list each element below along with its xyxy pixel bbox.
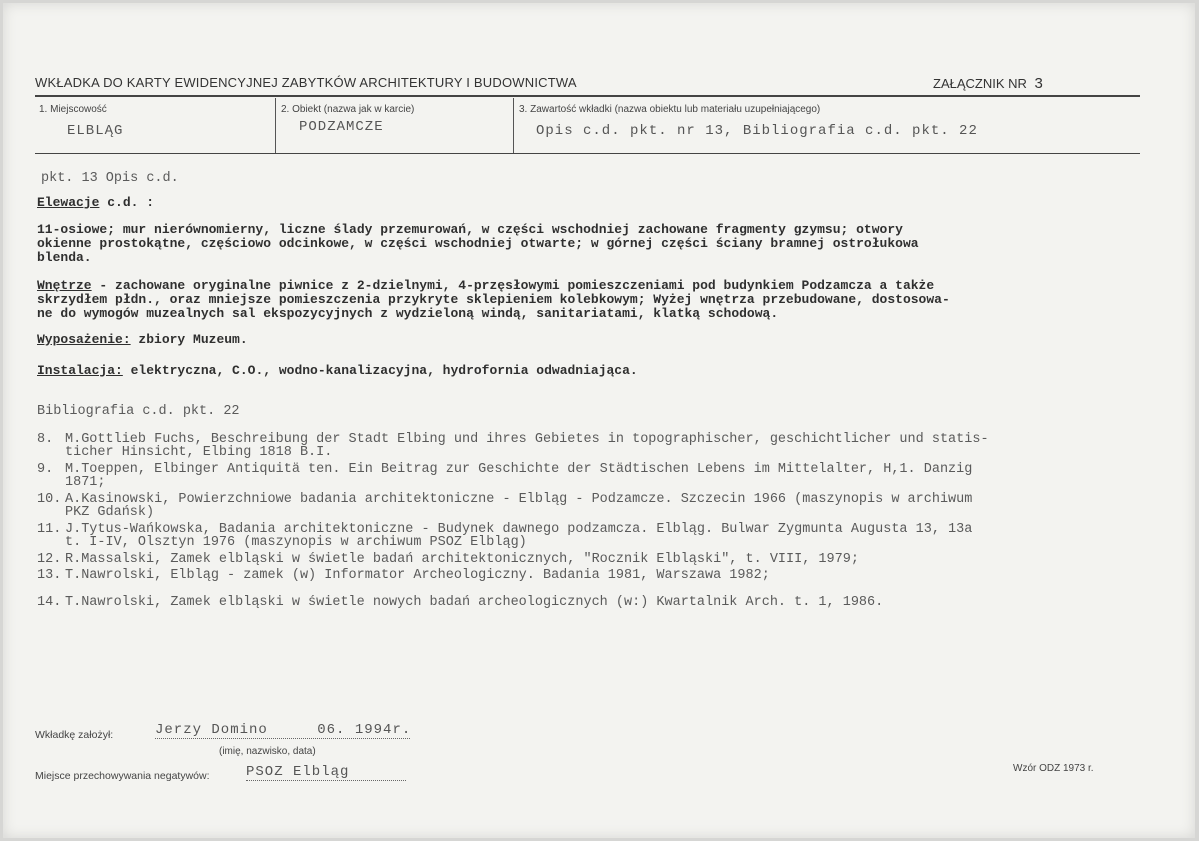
equipment-text: zbiory Muzeum. [130, 332, 248, 347]
equipment-line [37, 332, 248, 347]
compiled-hint: (imię, nazwisko, data) [219, 746, 316, 757]
compiled-date: 06. 1994r. [317, 722, 412, 738]
entry-text: T.Nawrolski, Elbląg - zamek (w) Informator Archeologiczny. Badania 1981, Warszawa 1982; [65, 568, 770, 583]
locality-label: 1. Miejscowość [39, 104, 107, 115]
object-label: 2. Obiekt (nazwa jak w karcie) [281, 104, 415, 115]
entry-text: J.Tytus-Wańkowska, Badania architektoniczne - Budynek dawnego podzamcza. Elbląg. Bulwar Zygmunta Augusta 13, 13a [65, 522, 973, 537]
negatives-label: Miejsce przechowywania negatywów: [35, 770, 210, 782]
compiled-by-label: Wkładkę założył: [35, 729, 114, 741]
interior-line-1 [37, 278, 934, 293]
header-top-rule [35, 95, 1140, 97]
interior-heading: Wnętrze [37, 278, 92, 293]
entry-text: T.Nawrolski, Zamek elbląski w świetle nowych badań archeologicznych (w:) Kwartalnik Arch. t. 1, 1986. [65, 595, 884, 610]
bibliography-entry [37, 552, 859, 567]
entry-number: 9. [37, 462, 54, 477]
locality-value: ELBLĄG [67, 123, 124, 139]
elevation-heading-suffix: c.d. : [99, 195, 155, 210]
annex-label-text: ZAŁĄCZNIK NR [933, 76, 1027, 91]
entry-text: A.Kasinowski, Powierzchniowe badania architektoniczne - Elbląg - Podzamcze. Szczecin 1966 (maszynopis w archiwum [65, 492, 973, 507]
bibliography-entry [37, 492, 972, 507]
record-card [3, 3, 1195, 838]
elevation-line: 11-osiowe; mur nierównomierny, liczne ślady przemurowań, w części wschodniej zachowane fragmenty gzymsu; otwory [37, 222, 903, 237]
installation-text: elektryczna, C.O., wodno-kanalizacyjna, hydrofornia odwadniająca. [122, 363, 638, 378]
entry-text: M.Toeppen, Elbinger Antiquitä ten. Ein Beitrag zur Geschichte der Städtischen Lebens im Mittelalter, H,1. Danzig [65, 462, 973, 477]
elevation-heading: Elewacje [37, 195, 100, 210]
card-title: WKŁADKA DO KARTY EWIDENCYJNEJ ZABYTKÓW ARCHITEKTURY I BUDOWNICTWA [35, 75, 577, 90]
elevation-line: blenda. [37, 250, 92, 265]
entry-continuation: ticher Hinsicht, Elbing 1818 B.I. [65, 445, 333, 460]
installation-line [37, 363, 638, 378]
compiled-by-value: Jerzy Domino [155, 722, 268, 738]
elevation-heading-line [37, 195, 154, 210]
interior-line: skrzydłem płdn., oraz mniejsze pomieszczenia przykryte sklepieniem kolebkowym; Wyżej wnętrza przebudowane, dostosowa- [37, 292, 950, 307]
compiled-by-field [155, 722, 410, 739]
entry-continuation: t. I-IV, Olsztyn 1976 (maszynopis w archiwum PSOZ Elbląg) [65, 535, 527, 550]
entry-number: 8. [37, 432, 54, 447]
installation-heading: Instalacja: [37, 363, 123, 378]
header-bottom-rule [35, 153, 1140, 154]
object-value: PODZAMCZE [299, 119, 384, 135]
field-divider-1 [275, 98, 276, 153]
entry-text: M.Gottlieb Fuchs, Beschreibung der Stadt Elbing und ihres Gebietes in topographischer, geschichtlicher und statis- [65, 432, 989, 447]
entry-number: 13. [37, 568, 62, 583]
content-value: Opis c.d. pkt. nr 13, Bibliografia c.d. pkt. 22 [536, 123, 978, 139]
section-heading: pkt. 13 Opis c.d. [41, 171, 179, 186]
bibliography-entry [37, 595, 883, 610]
bibliography-entry [37, 568, 770, 583]
interior-line: ne do wymogów muzealnych sal ekspozycyjnych z wydzieloną windą, sanitariatami, klatką schodową. [37, 306, 779, 321]
form-model: Wzór ODZ 1973 r. [1013, 763, 1094, 774]
annex-label [933, 75, 1043, 92]
bibliography-heading: Bibliografia c.d. pkt. 22 [37, 404, 240, 419]
negatives-value: PSOZ Elbląg [246, 764, 406, 781]
entry-number: 11. [37, 522, 62, 537]
entry-continuation: PKZ Gdańsk) [65, 505, 155, 520]
entry-number: 12. [37, 552, 62, 567]
elevation-line: okienne prostokątne, częściowo odcinkowe, w części wschodniej otwarte; w górnej części ściany bramnej ostrołukowa [37, 236, 919, 251]
content-label: 3. Zawartość wkładki (nazwa obiektu lub materiału uzupełniającego) [519, 104, 821, 115]
entry-number: 14. [37, 595, 62, 610]
entry-text: R.Massalski, Zamek elbląski w świetle badań architektonicznych, "Rocznik Elbląski", t. VIII, 1979; [65, 552, 859, 567]
interior-text: - zachowane oryginalne piwnice z 2-dzielnymi, 4-przęsłowymi pomieszczeniami pod budynkiem Podzamcza a także [91, 278, 935, 293]
field-divider-2 [513, 98, 514, 153]
entry-continuation: 1871; [65, 475, 106, 490]
bibliography-entry [37, 462, 972, 477]
equipment-heading: Wyposażenie: [37, 332, 131, 347]
annex-number: 3 [1034, 75, 1043, 92]
entry-number: 10. [37, 492, 62, 507]
